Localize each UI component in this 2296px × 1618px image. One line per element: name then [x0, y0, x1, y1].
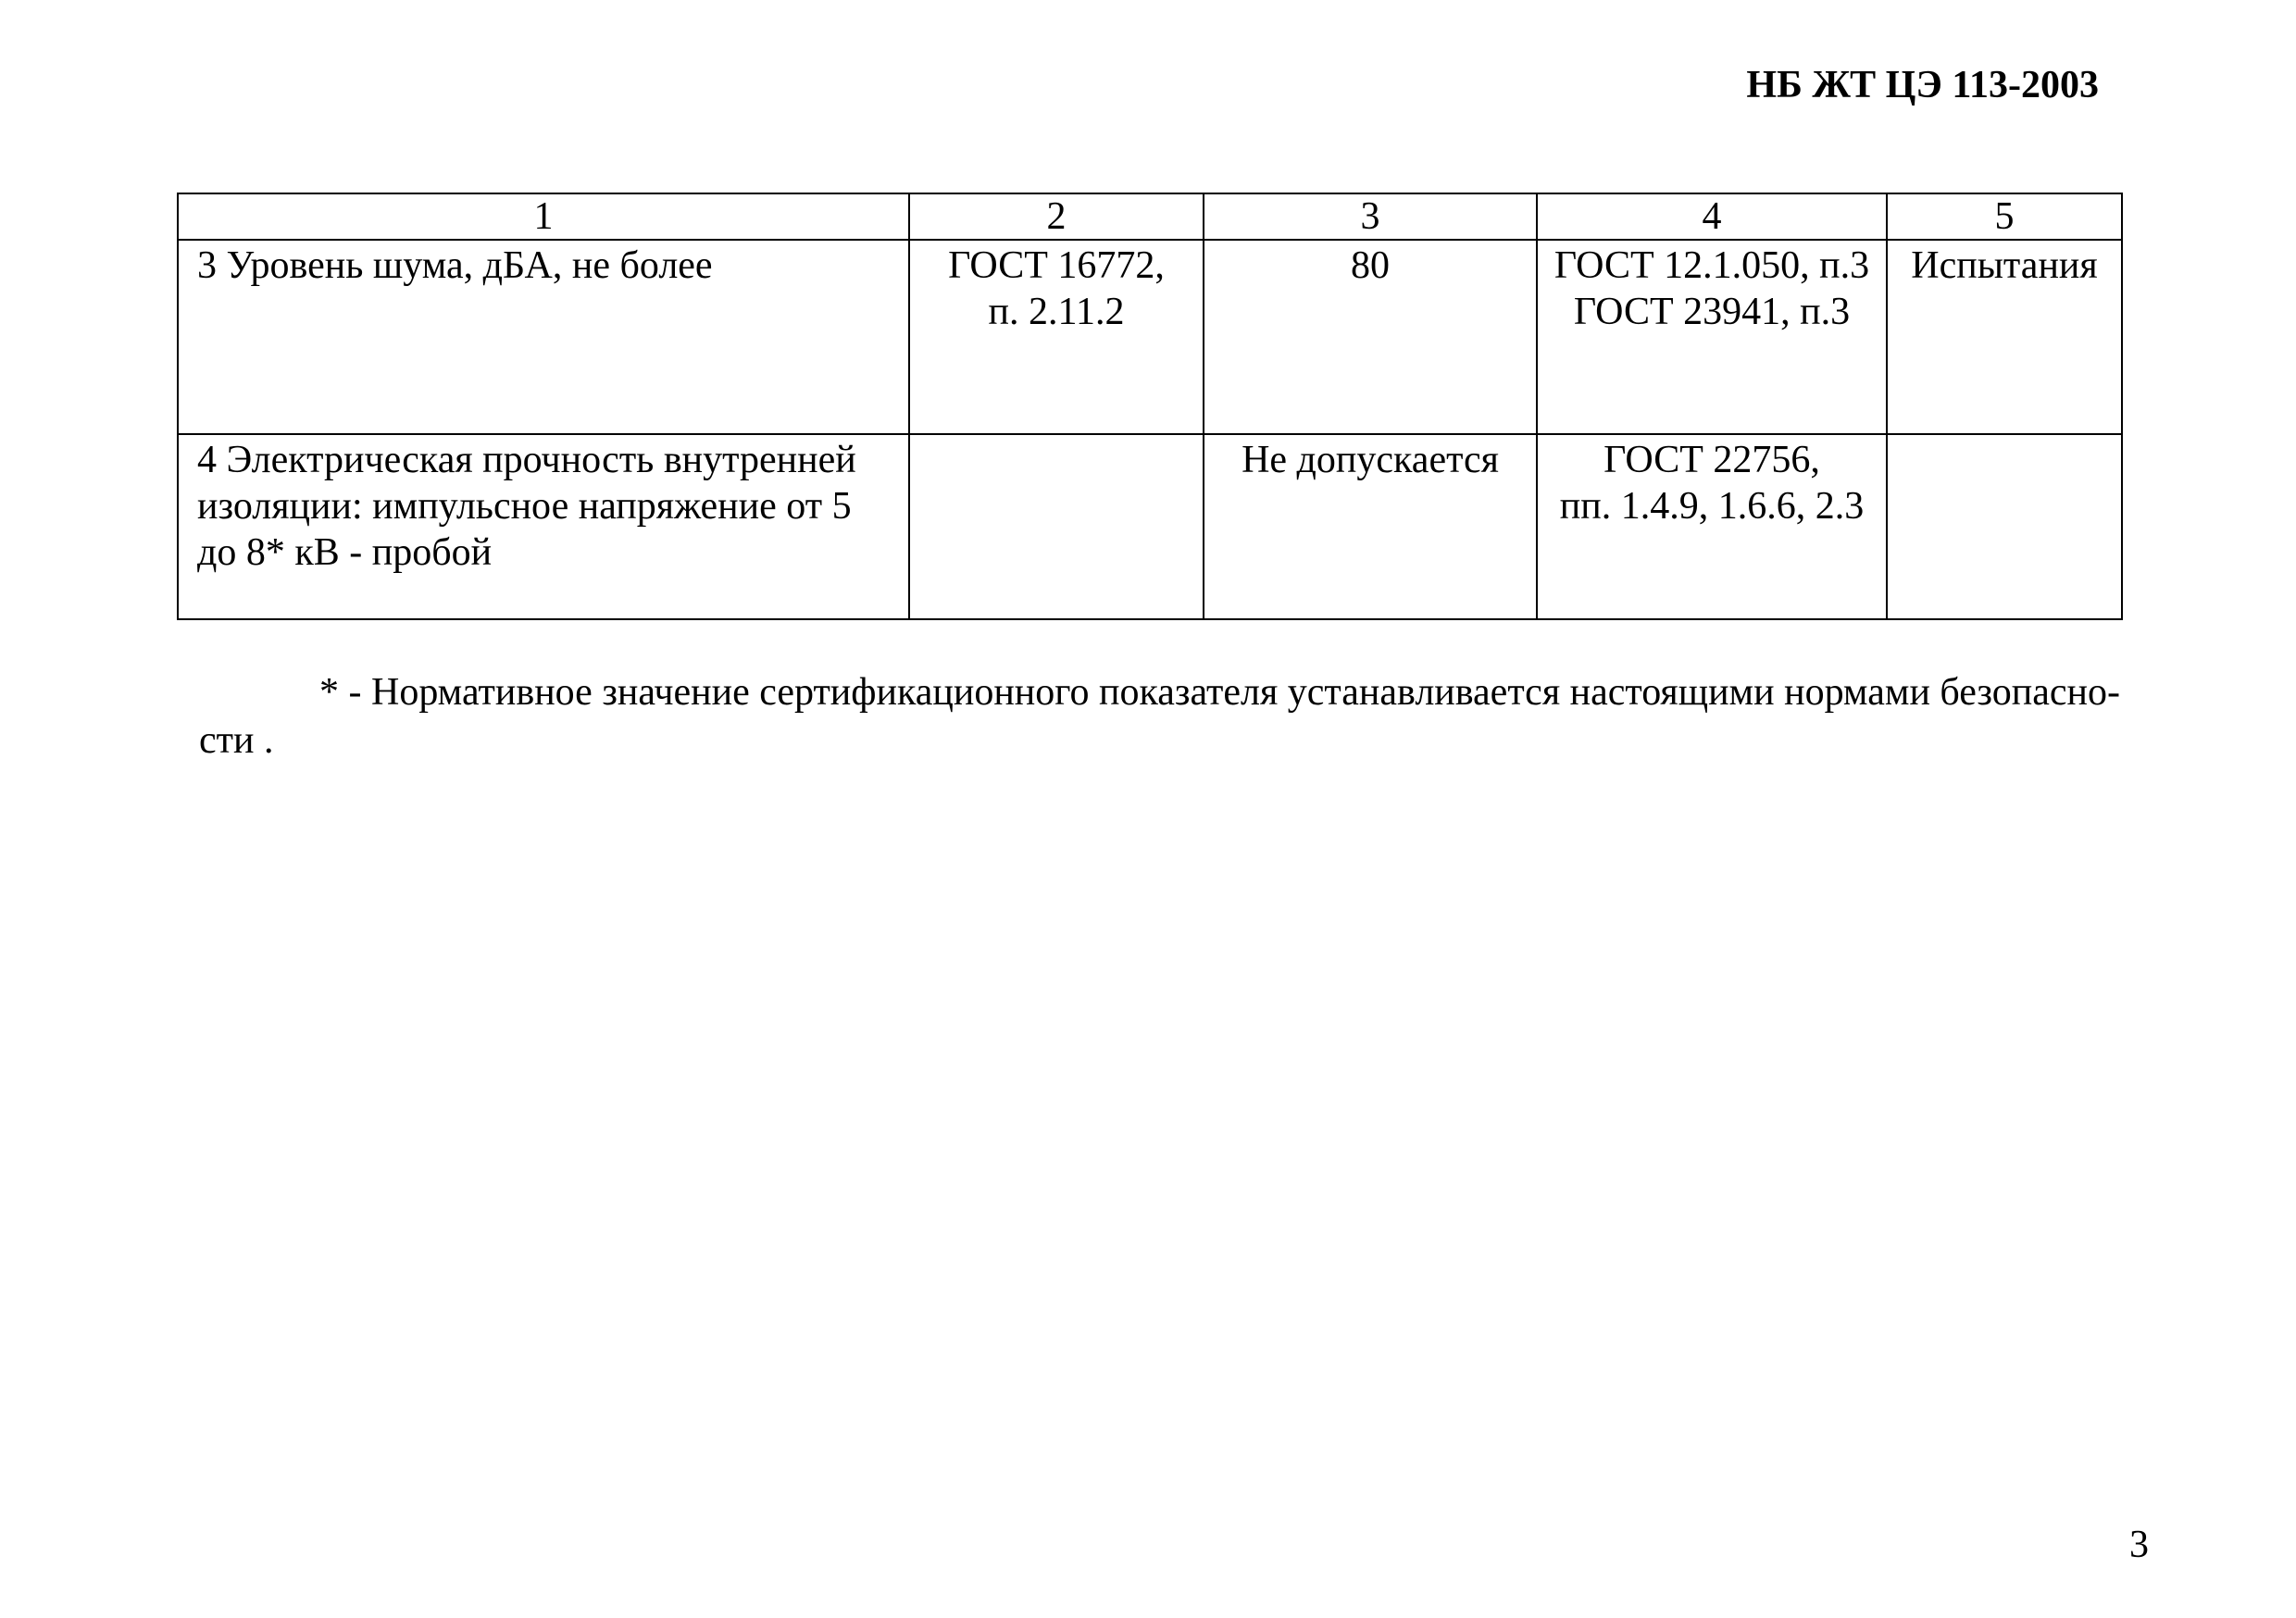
- method-cell: [1537, 434, 1887, 619]
- method-line: ГОСТ 23941, п.3: [1573, 291, 1851, 333]
- indicator-cell: [178, 434, 909, 619]
- column-number-4: 4: [1537, 193, 1887, 240]
- indicator-line: 3 Уровень шума, дБА, не более: [197, 244, 713, 287]
- method-line: ГОСТ 22756,: [1603, 439, 1820, 481]
- method-cell: [1537, 240, 1887, 434]
- reference-cell: [909, 434, 1204, 619]
- certification-table: [177, 193, 2123, 620]
- type-cell: [1887, 434, 2122, 619]
- method-line: ГОСТ 12.1.050, п.3: [1554, 244, 1870, 287]
- table-row: [178, 434, 2122, 619]
- indicator-line: изоляции: импульсное напряжение от 5: [197, 485, 852, 528]
- table-row: [178, 240, 2122, 434]
- type-cell: [1887, 240, 2122, 434]
- indicator-cell: [178, 240, 909, 434]
- method-line: пп. 1.4.9, 1.6.6, 2.3: [1559, 485, 1865, 528]
- footnote: [199, 668, 2125, 765]
- table-header-row: [178, 193, 2122, 240]
- column-number-2: 2: [909, 193, 1204, 240]
- column-number-5: 5: [1887, 193, 2122, 240]
- type-line: Испытания: [1911, 244, 2098, 287]
- indicator-line: 4 Электрическая прочность внутренней: [197, 439, 856, 481]
- value-line: Не допускается: [1242, 439, 1499, 481]
- footnote-line: * - Нормативное значение сертификационного показателя устанавливается настоящими нормами безопасно-: [319, 671, 2120, 714]
- reference-line: ГОСТ 16772,: [948, 244, 1165, 287]
- indicator-line: до 8* кВ - пробой: [197, 531, 493, 574]
- value-cell: [1204, 434, 1537, 619]
- document-code: НБ ЖТ ЦЭ 113-2003: [1746, 64, 2099, 106]
- footnote-line: сти .: [199, 719, 274, 762]
- reference-line: п. 2.11.2: [988, 291, 1125, 333]
- column-number-1: 1: [178, 193, 909, 240]
- value-cell: [1204, 240, 1537, 434]
- column-number-3: 3: [1204, 193, 1537, 240]
- value-line: 80: [1351, 244, 1390, 287]
- page-number: 3: [2129, 1524, 2149, 1566]
- reference-cell: [909, 240, 1204, 434]
